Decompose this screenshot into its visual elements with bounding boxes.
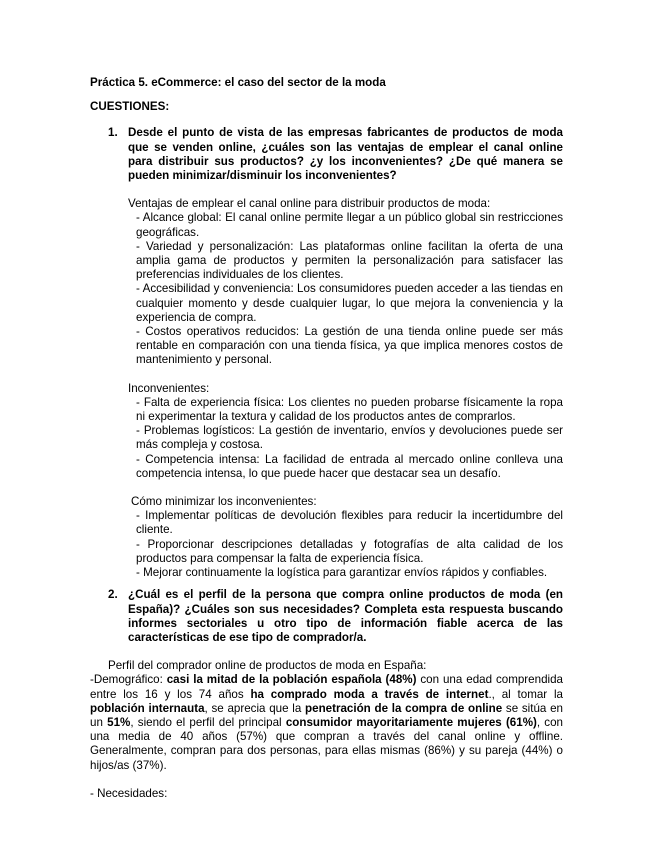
- question-2: [108, 588, 563, 645]
- ventaja-item: - Accesibilidad y conveniencia: Los consumidores pueden acceder a las tiendas en cualquier momento y desde cualquier lugar, lo que mejora la conveniencia y la experiencia de compra.: [136, 282, 563, 324]
- minimizar-item: - Proporcionar descripciones detalladas y fotografías de alta calidad de los productos para compensar la falta de experiencia física.: [136, 537, 563, 565]
- inconveniente-item: - Competencia intensa: La facilidad de entrada al mercado online conlleva una competencia intensa, lo que puede hacer que destacar sea un desafío.: [136, 452, 563, 480]
- inconveniente-item: - Falta de experiencia física: Los clientes no pueden probarse físicamente la ropa ni experimentar la textura y calidad de los productos antes de comprarlos.: [136, 395, 563, 424]
- answer-2: [90, 659, 563, 801]
- question-2-number: 2.: [108, 588, 118, 602]
- question-1-number: 1.: [108, 126, 118, 140]
- minimizar-item: - Implementar políticas de devolución flexibles para reducir la incertidumbre del cliente.: [136, 509, 563, 537]
- inconveniente-item: - Problemas logísticos: La gestión de inventario, envíos y devoluciones puede ser más compleja y costosa.: [136, 424, 563, 452]
- question-1-text: Desde el punto de vista de las empresas fabricantes de productos de moda que se venden online, ¿cuáles son las ventajas de emplear el canal online para distribuir sus productos? ¿y los inconvenientes? ¿De qué manera se pueden minimizar/disminuir los inconvenientes?: [128, 126, 563, 183]
- ventaja-item: - Variedad y personalización: Las plataformas online facilitan la oferta de una amplia gama de productos y permiten la personalización para satisfacer las preferencias individuales de los clientes.: [136, 239, 563, 282]
- question-2-text: ¿Cuál es el perfil de la persona que compra online productos de moda (en España)? ¿Cuáles son sus necesidades? Completa esta respuesta buscando informes sectoriales u otro tipo de información fiable acerca de las características de ese tipo de comprador/a.: [128, 588, 563, 644]
- ventaja-item: - Costos operativos reducidos: La gestión de una tienda online puede ser más rentable en comparación con una tienda física, ya que implica menores costos de mantenimiento y personal.: [136, 325, 563, 367]
- section-heading: CUESTIONES:: [90, 100, 170, 114]
- ventaja-item: - Alcance global: El canal online permite llegar a un público global sin restricciones geográficas.: [136, 211, 563, 239]
- question-1: [108, 126, 563, 183]
- necesidades-label: - Necesidades:: [90, 786, 168, 800]
- minimizar-item: - Mejorar continuamente la logística para garantizar envíos rápidos y confiables.: [136, 566, 548, 580]
- ventajas-heading: Ventajas de emplear el canal online para distribuir productos de moda:: [128, 197, 491, 211]
- demografico-paragraph: -Demográfico: casi la mitad de la población española (48%) con una edad comprendida entre los 16 y los 74 años ha comprado moda a través de internet., al tomar la población internauta, se aprecia que la penetración de la compra de online se sitúa en un 51%, siendo el perfil del principal consumidor mayoritariamente mujeres (61%), con una media de 40 años (57%) que compran a través del canal online y offline. Generalmente, compran para dos personas, para ellas mismas (86%) y su pareja (44%) o hijos/as (37%).: [90, 673, 564, 772]
- perfil-heading: Perfil del comprador online de productos de moda en España:: [108, 659, 427, 673]
- minimizar-heading: Cómo minimizar los inconvenientes:: [131, 495, 317, 509]
- inconvenientes-heading: Inconvenientes:: [128, 381, 210, 395]
- answer-1: [128, 197, 563, 580]
- document-title: Práctica 5. eCommerce: el caso del sector de la moda: [90, 76, 386, 89]
